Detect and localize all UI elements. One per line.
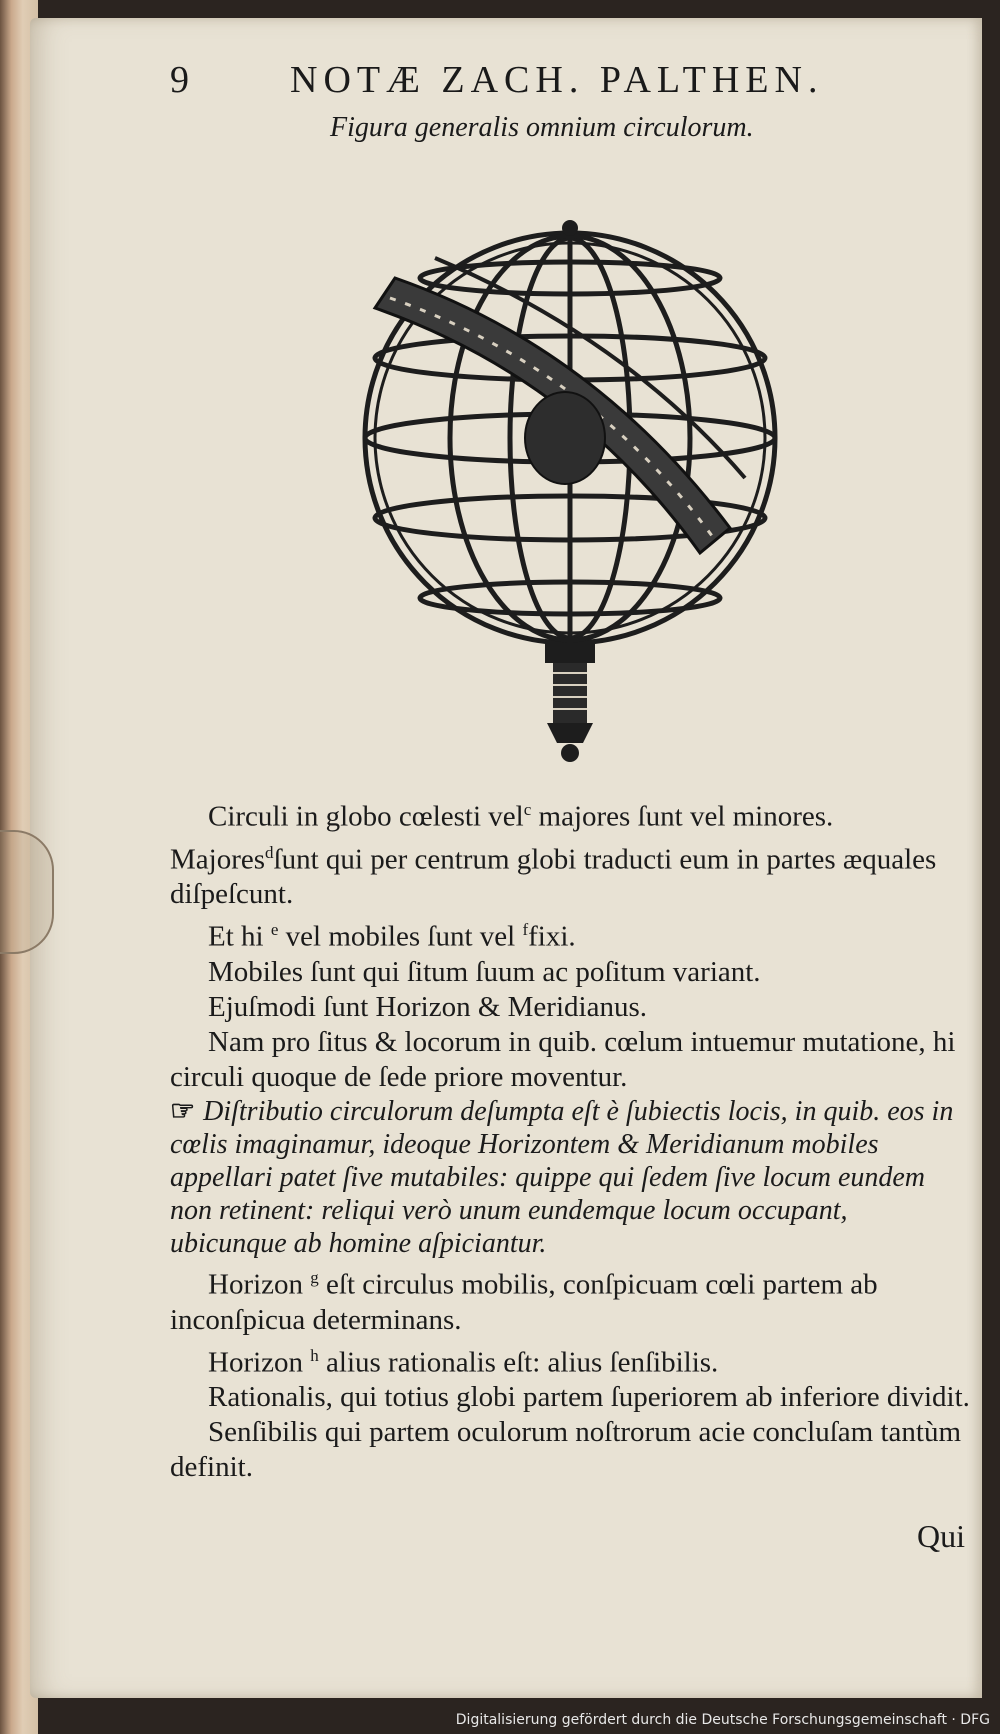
digitization-credit: Digitalisierung gefördert durch die Deutsche Forschungsgemeinschaft · DFG	[455, 1712, 990, 1728]
paragraph-7	[170, 1260, 970, 1338]
paragraph-9: Rationalis, qui totius globi partem ſuperiorem ab inferiore dividit.	[208, 1381, 970, 1414]
text-run: eſt circulus mobilis, conſpicuam cœli partem ab inconſpicua determinans.	[170, 1268, 878, 1336]
paragraph-4: Mobiles ſunt qui ſitum ſuum ac poſitum variant.	[208, 955, 761, 988]
paragraph-2	[170, 835, 970, 913]
paragraph-10: Senſibilis qui partem oculorum noſtrorum acie concluſam tantùm definit.	[170, 1416, 962, 1484]
text-run: Majores	[170, 843, 266, 876]
page-clip	[0, 830, 54, 954]
text-run: Circuli in globo cœlesti vel	[208, 800, 524, 833]
paragraph-8	[170, 1338, 970, 1381]
text-run: Horizon	[208, 1268, 304, 1301]
pointing-hand-icon: ☞	[170, 1095, 196, 1127]
text-run: ſunt qui per centrum globi traducti eum in partes æquales diſpeſcunt.	[170, 843, 937, 911]
footnote-ref: e	[270, 920, 279, 940]
text-run: alius rationalis eſt: alius ſenſibilis.	[326, 1346, 719, 1379]
figure-caption: Figura generalis omnium circulorum.	[330, 112, 754, 143]
note-text: Diſtributio circulorum deſumpta eſt è ſubiectis locis, in quib. eos in cœlis imaginamur, ideoque Horizontem & Meridianum mobiles appellari patet ſive mutabiles: quippe qui ſedem ſive locum eundem non retinent: reliqui verò unum eundemque locum occupant, ubicunque ab homine aſpiciantur.	[170, 1095, 954, 1259]
text-run: fixi.	[528, 920, 576, 953]
side-note	[170, 1095, 970, 1260]
footnote-ref: c	[523, 800, 532, 819]
text-run: vel mobiles ſunt vel	[285, 920, 516, 953]
armillary-sphere-illustration	[345, 188, 815, 778]
footnote-ref: f	[522, 920, 529, 940]
footnote-ref: d	[265, 842, 274, 862]
text-run: Horizon	[208, 1346, 304, 1379]
paragraph-6: Nam pro ſitus & locorum in quib. cœlum intuemur mutatione, hi circuli quoque de ſede priore moventur.	[170, 1025, 956, 1093]
paragraph-5: Ejuſmodi ſunt Horizon & Meridianus.	[208, 990, 647, 1023]
body-text	[170, 792, 970, 1485]
footnote-ref: h	[310, 1345, 319, 1365]
text-run: majores ſunt vel minores.	[538, 800, 834, 833]
page-number: 9	[170, 59, 195, 101]
text-run: Et hi	[208, 920, 264, 953]
footnote-ref: g	[310, 1267, 319, 1287]
paragraph-1	[170, 792, 970, 835]
paragraph-3	[170, 912, 970, 955]
running-title: NOTÆ ZACH. PALTHEN.	[290, 59, 824, 101]
catchword: Qui	[917, 1518, 965, 1554]
